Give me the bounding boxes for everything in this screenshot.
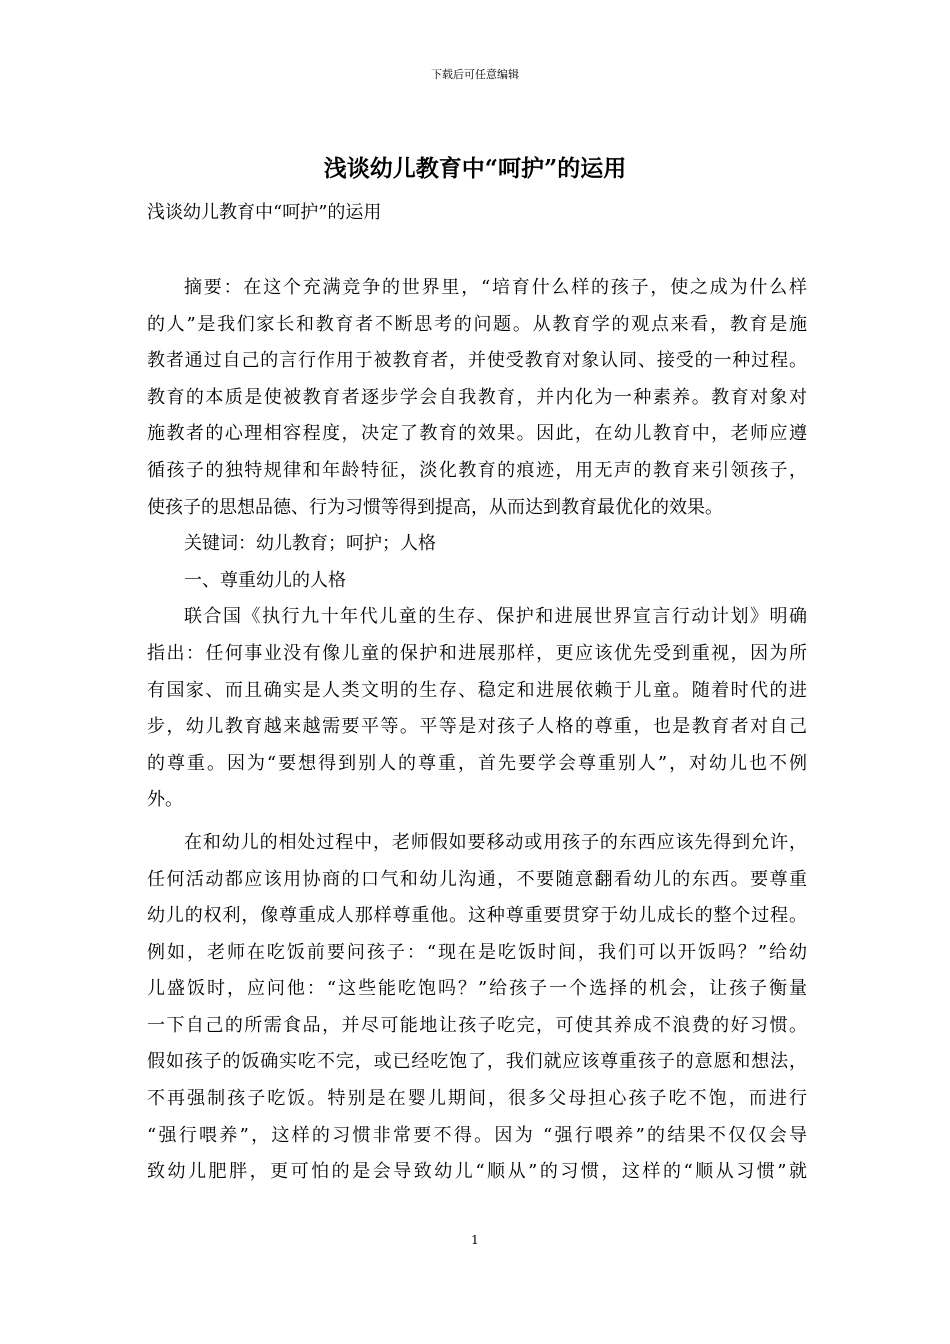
abstract-line: 摘要：在这个充满竞争的世界里，“培育什么样的孩子，使之成为什么样 [184, 277, 807, 298]
abstract-line: 循孩子的独特规律和年龄特征，淡化教育的痕迹，用无声的教育来引领孩子， [147, 459, 807, 481]
paragraph-line: 一下自己的所需食品，并尽可能地让孩子吃完，可使其养成不浪费的好习惯。 [147, 1014, 807, 1036]
paragraph-line: 任何活动都应该用协商的口气和幼儿沟通，不要随意翻看幼儿的东西。要尊重 [147, 868, 807, 890]
keywords-line: 关键词：幼儿教育；呵护；人格 [184, 533, 436, 555]
document-subtitle: 浅谈幼儿教育中“呵护”的运用 [147, 202, 382, 223]
document-title: 浅谈幼儿教育中“呵护”的运用 [323, 155, 627, 182]
abstract-line: 使孩子的思想品德、行为习惯等得到提高，从而达到教育最优化的效果。 [147, 496, 723, 518]
paragraph-line: 儿盛饭时，应问他：“这些能吃饱吗？”给孩子一个选择的机会，让孩子衡量 [147, 978, 807, 1000]
header-note: 下载后可任意编辑 [431, 68, 519, 81]
paragraph-line: 例如，老师在吃饭前要问孩子：“现在是吃饭时间，我们可以开饭吗？”给幼 [147, 941, 807, 963]
section-heading: 一、尊重幼儿的人格 [184, 569, 346, 591]
paragraph-line: 步，幼儿教育越来越需要平等。平等是对孩子人格的尊重，也是教育者对自己 [147, 716, 807, 738]
paragraph-line: 的尊重。因为“要想得到别人的尊重，首先要学会尊重别人”，对幼儿也不例 [147, 752, 807, 774]
document-body [147, 270, 807, 1191]
paragraph-line: 联合国《执行九十年代儿童的生存、保护和进展世界宣言行动计划》明确 [184, 606, 807, 628]
page-number: 1 [471, 1233, 479, 1247]
paragraph-line: 假如孩子的饭确实吃不完，或已经吃饱了，我们就应该尊重孩子的意愿和想法， [147, 1051, 807, 1073]
paragraph-line: 致幼儿肥胖，更可怕的是会导致幼儿“顺从”的习惯，这样的“顺从习惯”就 [147, 1161, 807, 1183]
paragraph-line: “强行喂养”，这样的习惯非常要不得。因为 “强行喂养”的结果不仅仅会导 [147, 1124, 807, 1146]
abstract-line: 教者通过自己的言行作用于被教育者，并使受教育对象认同、接受的一种过程。 [147, 350, 807, 372]
paragraph-line: 有国家、而且确实是人类文明的生存、稳定和进展依赖于儿童。随着时代的进 [147, 679, 807, 701]
abstract-line: 的人”是我们家长和教育者不断思考的问题。从教育学的观点来看，教育是施 [147, 313, 807, 335]
paragraph-line: 在和幼儿的相处过程中，老师假如要移动或用孩子的东西应该先得到允许， [184, 831, 807, 853]
paragraph-line: 指出：任何事业没有像儿童的保护和进展那样，更应该优先受到重视，因为所 [147, 642, 807, 664]
paragraph-line: 幼儿的权利，像尊重成人那样尊重他。这种尊重要贯穿于幼儿成长的整个过程。 [147, 905, 807, 927]
paragraph-line: 不再强制孩子吃饭。特别是在婴儿期间，很多父母担心孩子吃不饱，而进行 [147, 1088, 807, 1110]
abstract-line: 教育的本质是使被教育者逐步学会自我教育，并内化为一种素养。教育对象对 [147, 386, 807, 408]
paragraph-line: 外。 [147, 789, 183, 811]
abstract-line: 施教者的心理相容程度，决定了教育的效果。因此，在幼儿教育中，老师应遵 [147, 423, 807, 445]
